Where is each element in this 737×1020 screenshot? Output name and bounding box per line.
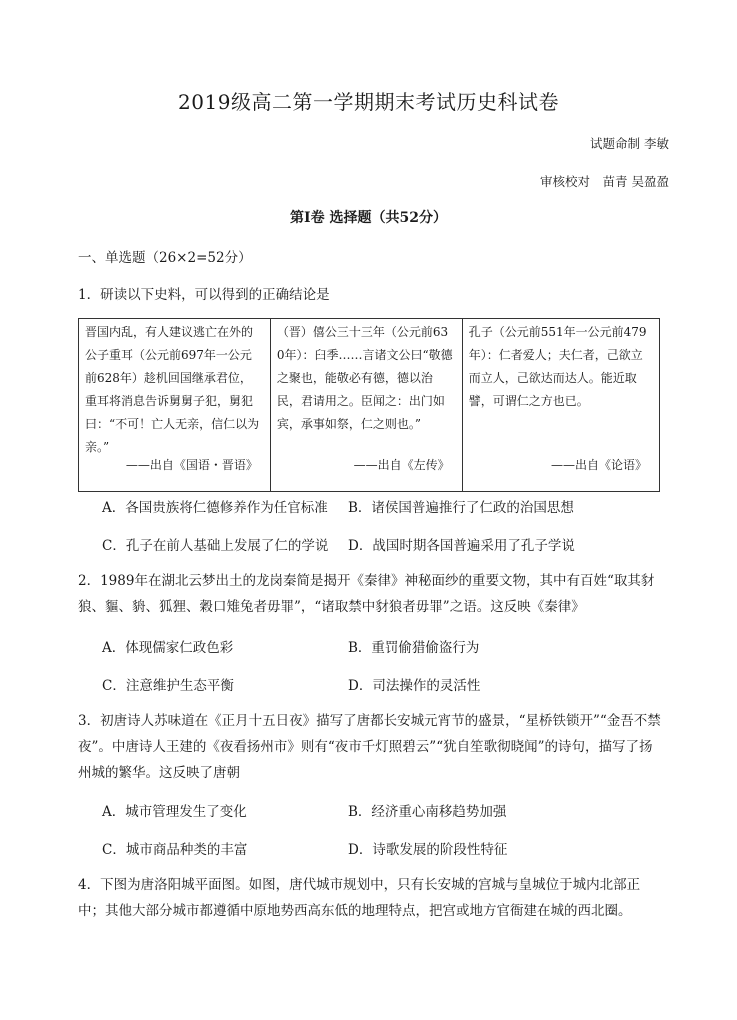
- question-2-stem: 2．1989年在湖北云梦出土的龙岗秦简是揭开《秦律》神秘面纱的重要文物，其中有百姓“取其豺狼、貙、貈、狐狸、穀口雉兔者毋罪”，“诸取禁中豺狼者毋罪”之语。这反映《秦律》: [78, 573, 655, 615]
- question-3-stem: 3．初唐诗人苏味道在《正月十五日夜》描写了唐都长安城元宵节的盛景，“星桥铁锁开”“金吾不禁夜”。中唐诗人王建的《夜看扬州市》则有“夜市千灯照碧云”“犹自笙歌彻晓闻”的诗句，描写了扬州城的繁华。这反映了唐朝: [78, 713, 661, 781]
- source-cell-1: [79, 319, 271, 492]
- question-3-option-a[interactable]: A．城市管理发生了变化: [102, 804, 247, 820]
- source-citation-2: ——出自《左传》: [353, 458, 450, 472]
- source-text-3: 孔子（公元前551年一公元前479年）：仁者爱人；夫仁者，己欲立而立人，己欲达而达人。能近取譬，可谓仁之方也已。: [468, 325, 647, 408]
- part-title: 第Ⅰ卷 选择题（共52分）: [290, 210, 447, 226]
- source-citation-1: ——出自《国语・晋语》: [125, 458, 258, 472]
- question-1-option-d[interactable]: D．战国时期各国普遍采用了孔子学说: [348, 538, 575, 554]
- exam-title: 2019级高二第一学期期末考试历史科试卷: [178, 90, 559, 114]
- question-2-option-b[interactable]: B．重罚偷猎偷盗行为: [348, 640, 480, 656]
- question-1-option-a[interactable]: A．各国贵族将仁德修养作为任官标准: [102, 500, 328, 516]
- source-cell-3: [462, 319, 659, 492]
- question-2-option-d[interactable]: D．司法操作的灵活性: [348, 678, 481, 694]
- source-table: [78, 318, 660, 492]
- author-credit: 试题命制 李敏: [590, 136, 669, 151]
- source-text-2: （晋）僖公三十三年（公元前630年）：臼季……言诸文公曰“敬德之聚也，能敬必有德，德以治民，君请用之。臣闻之：出门如宾，承事如祭，仁之则也。”: [276, 325, 453, 431]
- question-3-option-c[interactable]: C．城市商品种类的丰富: [102, 842, 248, 858]
- source-text-1: 晋国内乱，有人建议逃亡在外的公子重耳（公元前697年一公元前628年）趁机回国继承君位，重耳将消息告诉舅舅子犯，舅犯曰：“不可！亡人无亲，信仁以为亲。”: [85, 325, 260, 454]
- question-2-option-a[interactable]: A．体现儒家仁政色彩: [102, 640, 234, 656]
- question-2-option-c[interactable]: C．注意维护生态平衡: [102, 678, 234, 694]
- source-citation-3: ——出自《论语》: [550, 458, 647, 472]
- source-cell-2: [270, 319, 462, 492]
- question-4-stem: 4．下图为唐洛阳城平面图。如图，唐代城市规划中，只有长安城的宫城与皇城位于城内北部正中；其他大部分城市都遵循中原地势西高东低的地理特点，把宫或地方官衙建在城的西北圈。: [78, 877, 641, 919]
- question-1-stem: 1．研读以下史料，可以得到的正确结论是: [78, 287, 330, 303]
- question-1-option-b[interactable]: B．诸侯国普遍推行了仁政的治国思想: [348, 500, 574, 516]
- question-3-option-b[interactable]: B．经济重心南移趋势加强: [348, 804, 507, 820]
- question-1-option-c[interactable]: C．孔子在前人基础上发展了仁的学说: [102, 538, 329, 554]
- question-3-option-d[interactable]: D．诗歌发展的阶段性特征: [348, 842, 508, 858]
- section-heading: 一、单选题（26×2=52分）: [78, 250, 252, 266]
- review-credit: 审核校对 苗青 吴盈盈: [540, 174, 669, 189]
